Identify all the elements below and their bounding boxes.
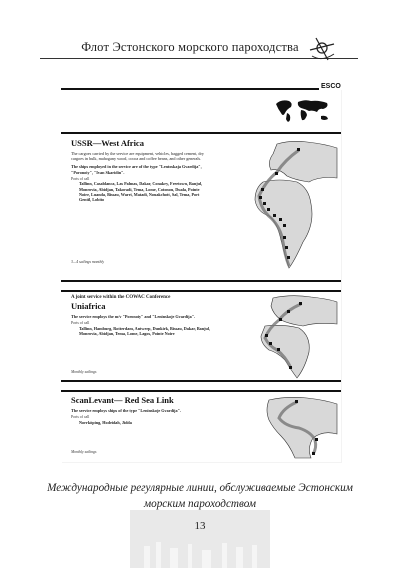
ports-label: Ports of call <box>71 176 90 181</box>
route-map-scanlevant <box>199 394 339 460</box>
section-title: Uniafrica <box>71 301 106 311</box>
section-rule <box>61 390 341 392</box>
route-section-scanlevant <box>61 390 341 462</box>
section-rule <box>61 380 341 382</box>
section-rule <box>61 132 341 134</box>
ports-list: Norrköping, Hodeidah, Jidda <box>79 419 132 425</box>
section-paragraph: The service employs ships of the type "Leninskoje Gvardija". <box>71 408 181 413</box>
ports-list: Tallinn, Casablanca, Las Palmas, Dakar, Conakry, Freetown, Banjul, Monrovia, Abidjan, Takoradi, Tema, Lome, Cotonou, Duala, Pointe Noire, Luanda, Bissau, Warri, Matadi, Nouakchott, Sal, Tema, Port Gentil, Lobito <box>79 181 203 203</box>
section-paragraph: The cargoes carried by the service are equipment, vehicles, bagged cement, dry cargoes in bulk, mahogany wood, cocoa and coffee beans, and other generals. <box>71 151 204 162</box>
brand-rule <box>61 88 326 90</box>
section-footer: Monthly sailings <box>71 450 97 454</box>
brand-band <box>61 84 341 92</box>
page-footer-ornament <box>130 540 270 568</box>
section-title: USSR—West Africa <box>71 138 144 148</box>
world-map-icon <box>273 96 333 126</box>
route-map-west-africa <box>199 138 339 273</box>
section-footer: 3—4 sailings monthly <box>71 260 105 264</box>
brand-mark: ESCO <box>321 83 341 90</box>
page-number: 13 <box>194 520 206 532</box>
section-footer: Monthly sailings <box>71 370 97 374</box>
page-number-box <box>130 510 270 568</box>
scanned-brochure-page <box>61 84 341 462</box>
section-paragraph: The service employs the m/v "Poronoiy" and "Leninskoje Gvardija". <box>71 314 196 319</box>
section-rule <box>61 290 341 292</box>
section-rule <box>61 280 341 282</box>
header-title: Флот Эстонского морского пароходства <box>81 40 299 54</box>
route-section-uniafrica <box>61 290 341 382</box>
ship-wheel-icon <box>306 34 338 66</box>
section-title: ScanLevant— Red Sea Link <box>71 395 174 405</box>
section-paragraph: The ships employed in the service are of the type "Lentoskaja Gvardija", "Poronoiy", "Ivan Skaridin". <box>71 164 202 175</box>
section-preface: A joint service within the COWAC Conference <box>71 295 171 300</box>
ports-label: Ports of call <box>71 415 90 420</box>
ports-label: Ports of call <box>71 321 90 326</box>
route-section-west-africa <box>61 132 341 282</box>
ports-list: Tallinn, Hamburg, Rotterdam, Antwerp, Dunkirk, Bissau, Dakar, Banjul, Monrovia, Abidjan, Tema, Lome, Lagos, Pointe Noire <box>79 325 211 336</box>
figure-caption: Международные регулярные линии, обслуживаемые Эстонским морским пароходством <box>47 482 353 510</box>
route-map-uniafrica <box>199 294 339 380</box>
